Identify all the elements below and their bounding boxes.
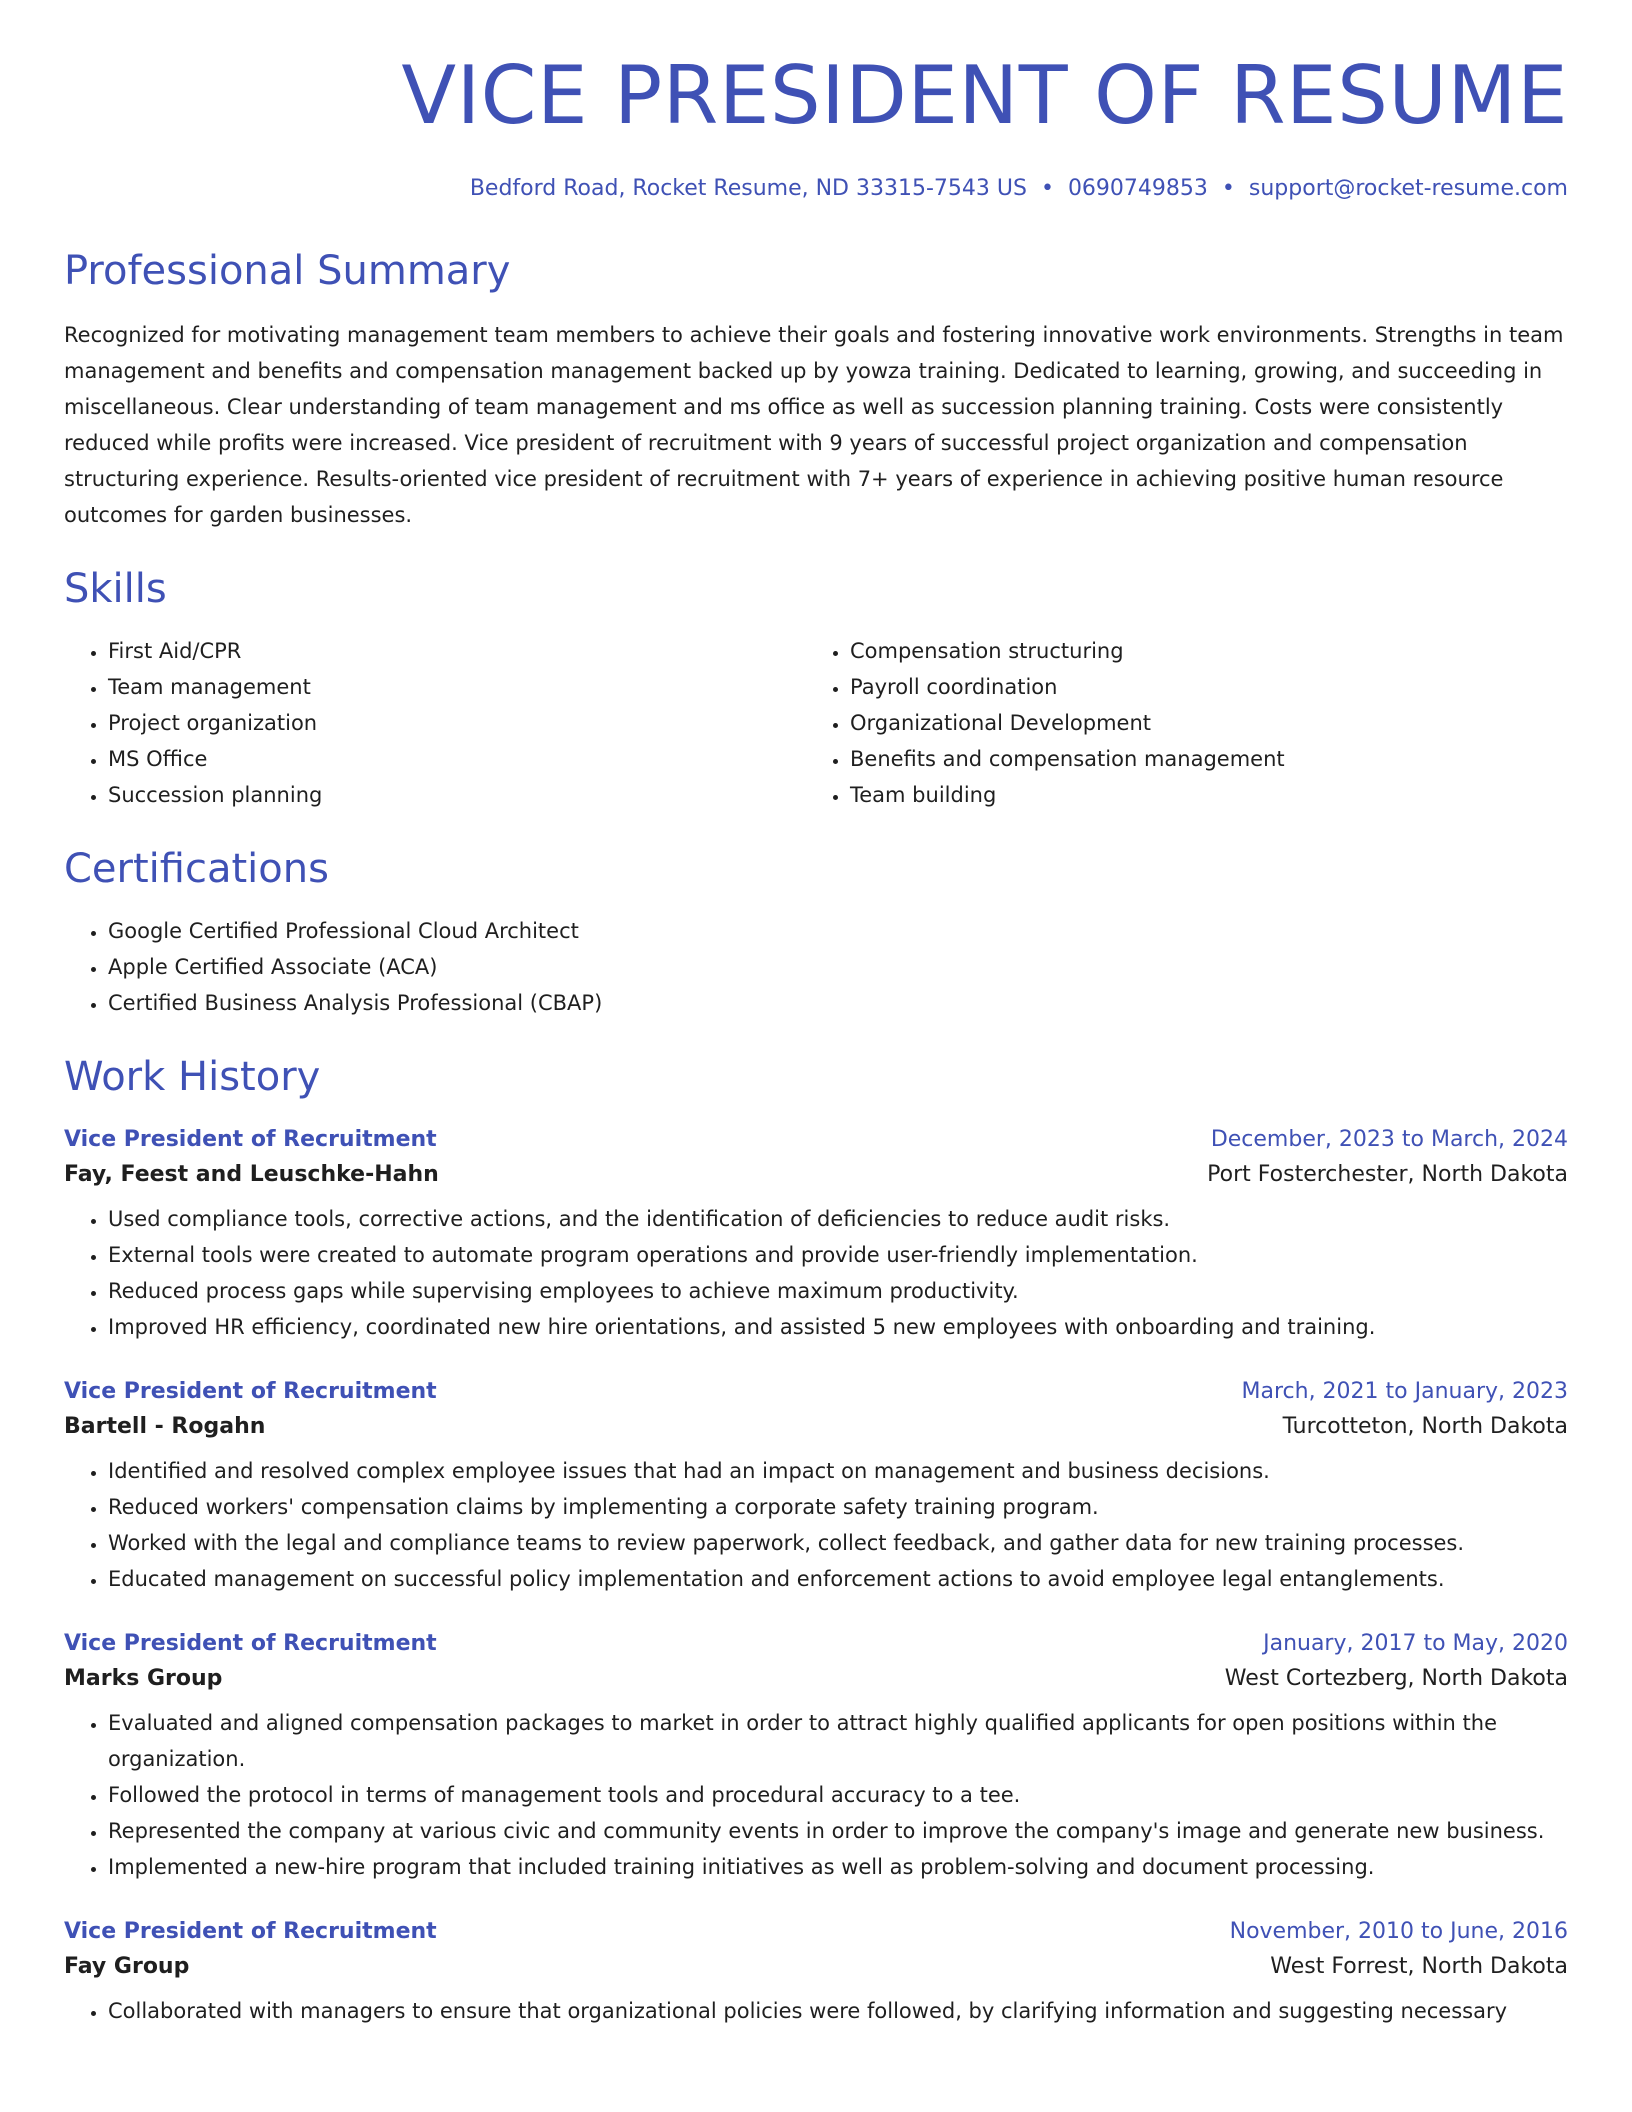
skill-item: • Payroll coordination	[850, 669, 1548, 705]
skill-item: • Organizational Development	[850, 705, 1548, 741]
skill-item: • MS Office	[108, 741, 806, 777]
job-company: Bartell - Rogahn	[64, 1414, 266, 1439]
skill-item: • Project organization	[108, 705, 806, 741]
job-dates: November, 2010 to June, 2016	[1229, 1919, 1568, 1944]
resume-title: VICE PRESIDENT OF RESUME	[401, 49, 1568, 142]
skills-grid	[64, 633, 1568, 813]
work-history-heading: Work History	[64, 1054, 321, 1100]
skills-list-right	[806, 633, 1548, 813]
certification-item: • Certified Business Analysis Professional (CBAP)	[108, 985, 1568, 1021]
job-company-row	[64, 1666, 1568, 1691]
job-company-row	[64, 1162, 1568, 1187]
job-company: Marks Group	[64, 1666, 223, 1691]
skill-item: • Benefits and compensation management	[850, 741, 1548, 777]
job-company-row	[64, 1954, 1568, 1979]
duty-item: • Improved HR efficiency, coordinated new hire orientations, and assisted 5 new employees with onboarding and training.	[108, 1309, 1568, 1345]
skill-item: • First Aid/CPR	[108, 633, 806, 669]
job-title-row	[64, 1919, 1568, 1944]
job-location: Port Fosterchester, North Dakota	[1207, 1162, 1568, 1187]
job-title: Vice President of Recruitment	[64, 1631, 437, 1656]
certifications-heading: Certifications	[64, 846, 329, 892]
summary-section	[64, 248, 1568, 533]
job-location: Turcotteton, North Dakota	[1282, 1414, 1568, 1439]
job-duties	[64, 1705, 1568, 1885]
job-title: Vice President of Recruitment	[64, 1919, 437, 1944]
job-duties	[64, 1201, 1568, 1345]
duty-item: • Followed the protocol in terms of management tools and procedural accuracy to a tee.	[108, 1777, 1568, 1813]
duty-item: • External tools were created to automate program operations and provide user-friendly implementation.	[108, 1237, 1568, 1273]
job-dates: December, 2023 to March, 2024	[1210, 1127, 1568, 1152]
job-title-row	[64, 1379, 1568, 1404]
job-duties	[64, 1993, 1568, 2029]
job-entry	[64, 1919, 1568, 2029]
skill-item: • Succession planning	[108, 777, 806, 813]
skills-section	[64, 566, 1568, 813]
job-entry	[64, 1379, 1568, 1597]
contact-phone: 0690749853	[1067, 176, 1208, 201]
job-dates: March, 2021 to January, 2023	[1241, 1379, 1568, 1404]
duty-item: • Reduced process gaps while supervising employees to achieve maximum productivity.	[108, 1273, 1568, 1309]
certification-item: • Apple Certified Associate (ACA)	[108, 949, 1568, 985]
job-location: West Forrest, North Dakota	[1270, 1954, 1568, 1979]
job-title: Vice President of Recruitment	[64, 1379, 437, 1404]
job-company: Fay, Feest and Leuschke-Hahn	[64, 1162, 439, 1187]
contact-line	[64, 176, 1568, 201]
skills-heading: Skills	[64, 566, 167, 612]
summary-text: Recognized for motivating management team members to achieve their goals and fostering innovative work environments. Strengths in team management and benefits and compensation management backed up by yowza training. Dedicated to learning, growing, and succeeding in miscellaneous. Clear understanding of team management and ms office as well as succession planning training. Costs were consistently reduced while profits were increased. Vice president of recruitment with 9 years of successful project organization and compensation structuring experience. Results-oriented vice president of recruitment with 7+ years of experience in achieving positive human resource outcomes for garden businesses.	[64, 323, 1564, 527]
job-title-row	[64, 1127, 1568, 1152]
skill-item: • Team management	[108, 669, 806, 705]
duty-item: • Evaluated and aligned compensation packages to market in order to attract highly qualified applicants for open positions within the organization.	[108, 1705, 1568, 1777]
skills-list-left	[64, 633, 806, 813]
duty-item: • Reduced workers' compensation claims by implementing a corporate safety training program.	[108, 1489, 1568, 1525]
certifications-section	[64, 846, 1568, 1021]
job-company-row	[64, 1414, 1568, 1439]
certifications-list	[64, 913, 1568, 1021]
job-title: Vice President of Recruitment	[64, 1127, 437, 1152]
skill-item: • Team building	[850, 777, 1548, 813]
certification-item: • Google Certified Professional Cloud Architect	[108, 913, 1568, 949]
job-duties	[64, 1453, 1568, 1597]
skill-item: • Compensation structuring	[850, 633, 1548, 669]
contact-separator: •	[1040, 176, 1054, 201]
resume-header	[64, 0, 1568, 201]
duty-item: • Represented the company at various civic and community events in order to improve the company's image and generate new business.	[108, 1813, 1568, 1849]
duty-item: • Collaborated with managers to ensure that organizational policies were followed, by clarifying information and suggesting necessary	[108, 1993, 1568, 2029]
contact-address: Bedford Road, Rocket Resume, ND 33315-7543 US	[469, 176, 1027, 201]
contact-separator: •	[1221, 176, 1235, 201]
duty-item: • Used compliance tools, corrective actions, and the identification of deficiencies to reduce audit risks.	[108, 1201, 1568, 1237]
duty-item: • Implemented a new-hire program that included training initiatives as well as problem-solving and document processing.	[108, 1849, 1568, 1885]
duty-item: • Identified and resolved complex employee issues that had an impact on management and business decisions.	[108, 1453, 1568, 1489]
job-company: Fay Group	[64, 1954, 190, 1979]
duty-item: • Educated management on successful policy implementation and enforcement actions to avoid employee legal entanglements.	[108, 1561, 1568, 1597]
job-entry	[64, 1127, 1568, 1345]
job-location: West Cortezberg, North Dakota	[1224, 1666, 1568, 1691]
contact-email[interactable]: support@rocket-resume.com	[1248, 176, 1568, 201]
summary-heading: Professional Summary	[64, 248, 511, 294]
work-history-section	[64, 1054, 1568, 2029]
job-dates: January, 2017 to May, 2020	[1263, 1631, 1568, 1656]
job-title-row	[64, 1631, 1568, 1656]
duty-item: • Worked with the legal and compliance teams to review paperwork, collect feedback, and gather data for new training processes.	[108, 1525, 1568, 1561]
job-entry	[64, 1631, 1568, 1885]
